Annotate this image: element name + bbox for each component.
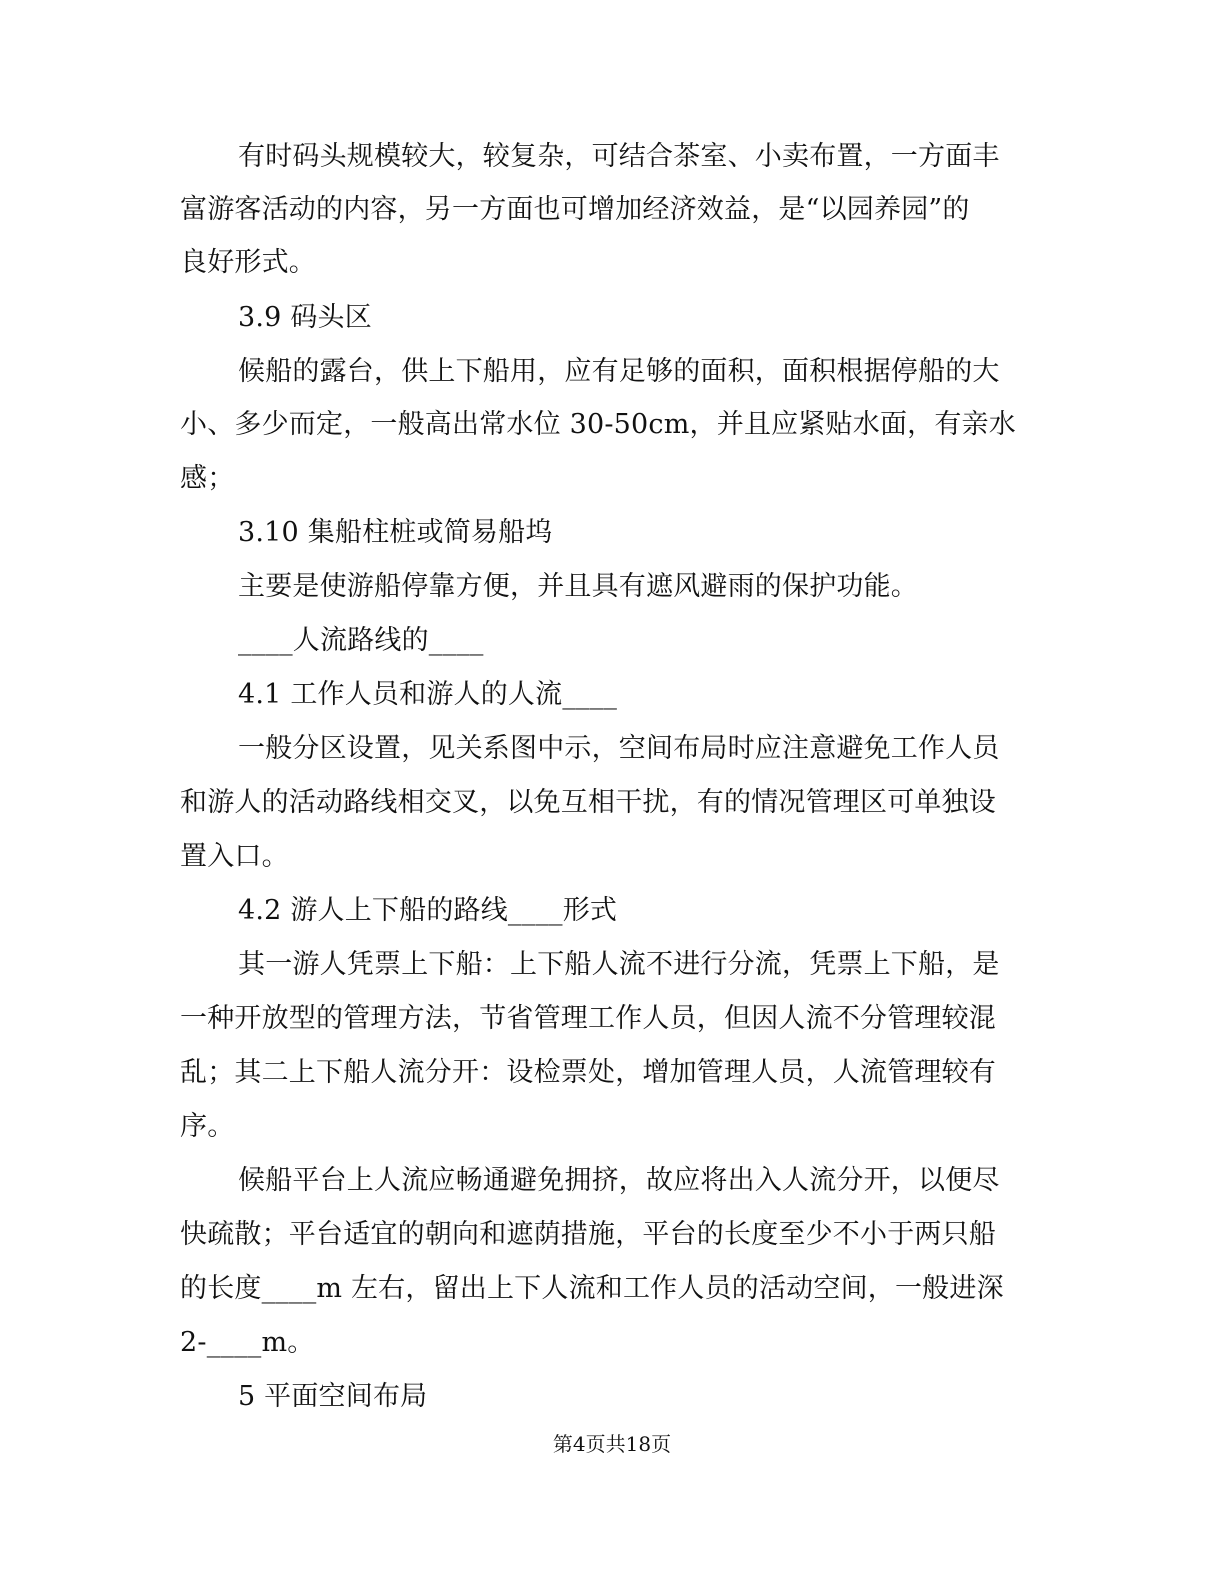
paragraph-boarding-line-1: 其一游人凭票上下船：上下船人流不进行分流，凭票上下船，是 xyxy=(238,949,1000,980)
paragraph-platform-line-3: 的长度____m 左右，留出上下人流和工作人员的活动空间，一般进深 xyxy=(180,1273,1004,1304)
paragraph-zoning-line-3: 置入口。 xyxy=(180,841,289,872)
heading-4-1: 4.1 工作人员和游人的人流____ xyxy=(238,679,618,710)
paragraph-dock-scale-line-3: 良好形式。 xyxy=(180,247,316,278)
paragraph-zoning-line-1: 一般分区设置，见关系图中示，空间布局时应注意避免工作人员 xyxy=(238,733,1000,764)
paragraph-waiting-terrace-line-2: 小、多少而定，一般高出常水位 30-50cm，并且应紧贴水面，有亲水 xyxy=(180,409,1016,440)
paragraph-mooring: 主要是使游船停靠方便，并且具有遮风避雨的保护功能。 xyxy=(238,571,918,602)
paragraph-boarding-line-4: 序。 xyxy=(180,1111,235,1142)
heading-3-9: 3.9 码头区 xyxy=(238,302,372,333)
heading-flow-route: ____人流路线的____ xyxy=(238,625,484,656)
paragraph-platform-line-1: 候船平台上人流应畅通避免拥挤，故应将出入人流分开，以便尽 xyxy=(238,1165,1000,1196)
paragraph-waiting-terrace-line-1: 候船的露台，供上下船用，应有足够的面积，面积根据停船的大 xyxy=(238,356,1000,387)
paragraph-boarding-line-3: 乱；其二上下船人流分开：设检票处，增加管理人员，人流管理较有 xyxy=(180,1057,996,1088)
paragraph-dock-scale-line-1: 有时码头规模较大，较复杂，可结合茶室、小卖布置，一方面丰 xyxy=(238,141,1000,172)
paragraph-boarding-line-2: 一种开放型的管理方法，节省管理工作人员，但因人流不分管理较混 xyxy=(180,1003,996,1034)
paragraph-platform-line-2: 快疏散；平台适宜的朝向和遮荫措施，平台的长度至少不小于两只船 xyxy=(180,1219,996,1250)
page-number-footer: 第4页共18页 xyxy=(552,1432,672,1456)
heading-4-2: 4.2 游人上下船的路线____形式 xyxy=(238,895,618,926)
heading-3-10: 3.10 集船柱桩或简易船坞 xyxy=(238,517,553,548)
paragraph-dock-scale-line-2: 富游客活动的内容，另一方面也可增加经济效益，是“以园养园”的 xyxy=(180,194,970,225)
paragraph-waiting-terrace-line-3: 感； xyxy=(180,463,235,494)
paragraph-zoning-line-2: 和游人的活动路线相交叉，以免互相干扰，有的情况管理区可单独设 xyxy=(180,787,996,818)
heading-5: 5 平面空间布局 xyxy=(238,1381,428,1412)
paragraph-platform-line-4: 2-____m。 xyxy=(180,1327,315,1358)
